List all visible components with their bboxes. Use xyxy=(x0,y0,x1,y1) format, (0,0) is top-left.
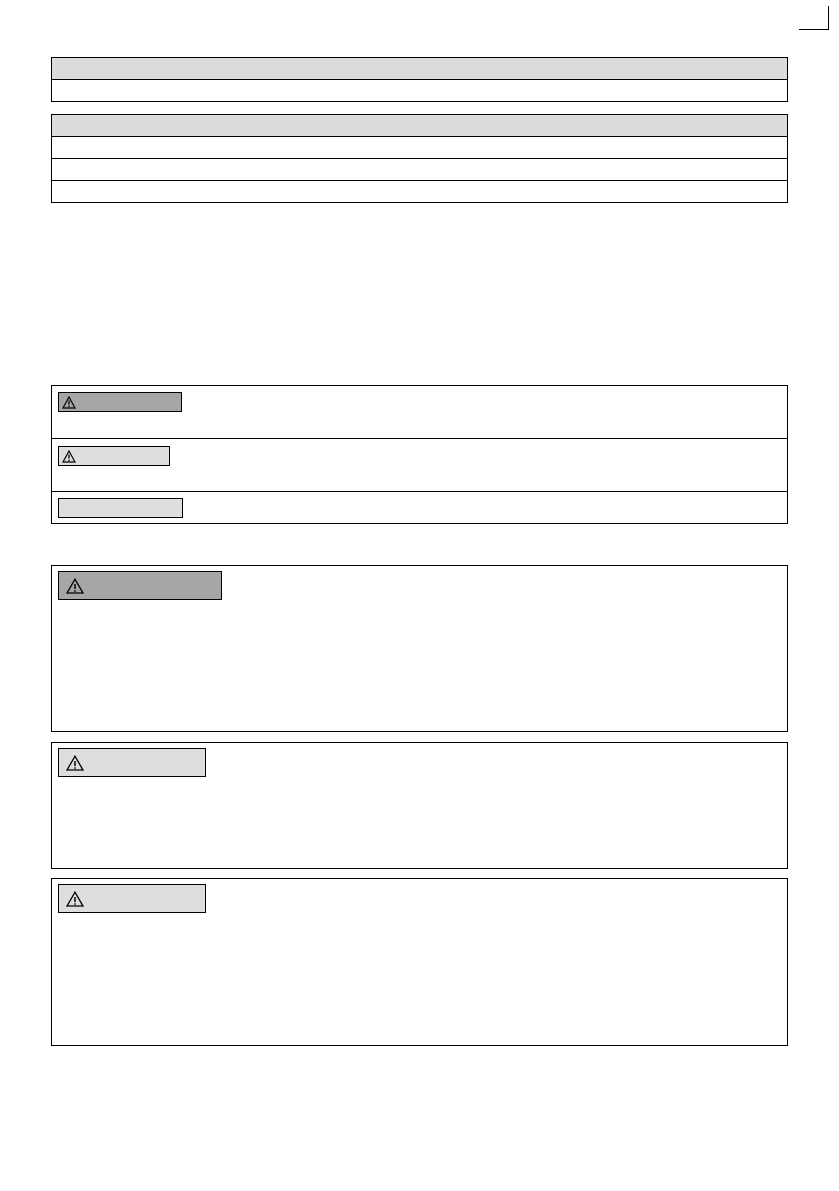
table-row xyxy=(52,158,787,180)
notice-tag xyxy=(58,498,183,518)
warning-tag xyxy=(58,446,170,466)
table-row xyxy=(52,180,787,202)
legend-row-notice xyxy=(52,491,787,523)
info-table-1 xyxy=(51,57,788,102)
table-header-row xyxy=(52,115,787,136)
page-number-corner xyxy=(799,6,829,30)
signal-word-legend xyxy=(51,385,788,524)
warning-triangle-icon xyxy=(66,755,84,771)
warning-notice-box xyxy=(51,742,788,869)
caution-notice-box xyxy=(51,878,788,1046)
warning-triangle-icon xyxy=(66,891,84,907)
danger-notice-box xyxy=(51,565,788,732)
danger-tag xyxy=(58,571,222,600)
caution-tag xyxy=(58,884,206,913)
danger-tag xyxy=(58,392,182,412)
table-row xyxy=(52,79,787,101)
legend-row-danger xyxy=(52,386,787,438)
table-row xyxy=(52,136,787,158)
table-header-row xyxy=(52,58,787,79)
warning-tag xyxy=(58,748,206,777)
warning-triangle-icon xyxy=(66,578,84,594)
warning-triangle-icon xyxy=(62,450,76,463)
warning-triangle-icon xyxy=(62,396,76,409)
info-table-2 xyxy=(51,114,788,203)
legend-row-warning xyxy=(52,438,787,491)
